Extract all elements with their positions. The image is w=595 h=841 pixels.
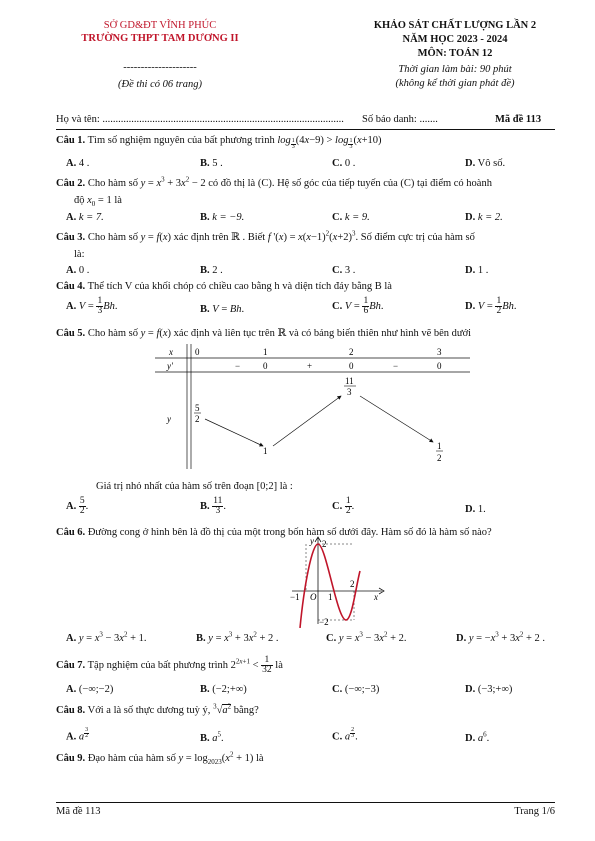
question-3-cont: là: bbox=[74, 249, 85, 260]
q4-option-a[interactable]: A. V = $\frac{1}{3}$ Bh. bbox=[66, 296, 118, 316]
sign-3: + bbox=[307, 361, 313, 371]
q2-option-c[interactable]: C. k = 9. bbox=[332, 212, 370, 223]
q6-option-d[interactable]: D. $y = -x^3 + 3x^2 + 2$ . bbox=[456, 630, 546, 644]
sign-5: − bbox=[393, 361, 399, 371]
exam-year: NĂM HỌC 2023 - 2024 bbox=[402, 34, 508, 45]
q6-option-c[interactable]: C. $y = x^3 - 3x^2 + 2$. bbox=[326, 630, 407, 644]
question-9: Câu 9. Đạo hàm của hàm số $y = \log_{2023}(x^2 + 1)$ là bbox=[56, 750, 264, 767]
q1-option-b[interactable]: B. 5 . bbox=[200, 158, 223, 169]
x-val-1: 1 bbox=[263, 347, 268, 357]
question-6: Câu 6. Đường cong ở hình bên là đồ thị của một trong bốn hàm số dưới đây. Hàm số đó là hàm số nào? bbox=[56, 527, 492, 538]
x-label: x bbox=[169, 347, 173, 357]
graph-x-neg: −1 bbox=[290, 592, 300, 602]
q4-option-d[interactable]: D. V = $\frac{1}{2}$ Bh. bbox=[465, 296, 517, 316]
sign-2: 0 bbox=[263, 361, 268, 371]
sign-6: 0 bbox=[437, 361, 442, 371]
q4-option-b[interactable]: B. V = Bh. bbox=[200, 304, 245, 315]
arrow-up bbox=[273, 396, 341, 446]
q2-option-d[interactable]: D. k = 2. bbox=[465, 212, 503, 223]
sign-1: − bbox=[235, 361, 241, 371]
graph-y-top: 2 bbox=[322, 539, 327, 549]
footer-rule bbox=[56, 802, 555, 803]
arrow-down-1 bbox=[205, 419, 263, 446]
question-4: Câu 4. Thể tích V của khối chóp có chiều cao bằng h và diện tích đáy bằng B là bbox=[56, 281, 392, 292]
question-3: Câu 3. Cho hàm số y = f(x) xác định trên ℝ . Biết f '$(x) = x(x-1)^2(x+2)^3$. Số điểm cực trị của hàm số bbox=[56, 229, 475, 243]
graph-y-bottom: −2 bbox=[319, 617, 329, 627]
yprime-label: y' bbox=[167, 361, 173, 371]
graph-x-axis-label: x bbox=[374, 592, 378, 602]
y-max-num: 11 bbox=[345, 376, 354, 386]
question-1: Câu 1. Tìm số nghiệm nguyên của bất phương trình log $_{\frac{1}{3}}$ (4x−9) > log $_{\frac{1}{3}}$ (x+10) bbox=[56, 135, 382, 150]
q1-option-c[interactable]: C. 0 . bbox=[332, 158, 356, 169]
arrow-down-2 bbox=[360, 396, 433, 442]
pages-note: (Đề thi có 06 trang) bbox=[118, 79, 202, 90]
q5-option-d[interactable]: D. 1. bbox=[465, 504, 486, 515]
school-name: TRƯỜNG THPT TAM DƯƠNG II bbox=[81, 33, 239, 44]
header-dashes: --------------------- bbox=[123, 62, 197, 73]
x-val-2: 2 bbox=[349, 347, 354, 357]
q2-option-a[interactable]: A. k = 7. bbox=[66, 212, 104, 223]
y-end-num: 1 bbox=[437, 441, 442, 451]
q7-option-b[interactable]: B. (−2;+∞) bbox=[200, 684, 247, 695]
sign-4: 0 bbox=[349, 361, 354, 371]
question-5-ask: Giá trị nhỏ nhất của hàm số trên đoạn [0;2] là : bbox=[96, 481, 293, 492]
q7-option-d[interactable]: D. (−3;+∞) bbox=[465, 684, 513, 695]
dept-name: SỞ GD&ĐT VĨNH PHÚC bbox=[103, 20, 217, 31]
q8-option-b[interactable]: B. $a^5$. bbox=[200, 730, 224, 744]
question-2: Câu 2. Cho hàm số $y = x^3 + 3x^2 - 2$ có đồ thị là (C). Hệ số góc của tiếp tuyến của (C) tại điểm có hoành bbox=[56, 175, 492, 189]
q3-option-c[interactable]: C. 3 . bbox=[332, 265, 356, 276]
exam-time-note: (không kể thời gian phát đề) bbox=[395, 78, 515, 89]
exam-time: Thời gian làm bài: 90 phút bbox=[398, 64, 512, 75]
graph-y-axis-label: y bbox=[310, 536, 314, 546]
q8-option-c[interactable]: C. a $^{\frac{2}{3}}$ . bbox=[332, 727, 358, 743]
header-rule bbox=[56, 129, 555, 130]
q1-option-a[interactable]: A. 4 . bbox=[66, 158, 90, 169]
name-field: Họ và tên: ............................................................................................ bbox=[56, 114, 344, 125]
variation-table bbox=[155, 344, 470, 469]
footer-code: Mã đề 113 bbox=[56, 806, 101, 817]
footer-page: Trang 1/6 bbox=[514, 806, 555, 817]
q8-option-d[interactable]: D. $a^6$. bbox=[465, 730, 490, 744]
graph-origin: O bbox=[310, 592, 317, 602]
cubic-graph bbox=[282, 536, 392, 628]
q7-option-a[interactable]: A. (−∞;−2) bbox=[66, 684, 114, 695]
q5-option-a[interactable]: A. $\frac{5}{2}$ . bbox=[66, 496, 89, 516]
exam-code: Mã đề 113 bbox=[495, 114, 542, 125]
q3-option-a[interactable]: A. 0 . bbox=[66, 265, 90, 276]
q7-option-c[interactable]: C. (−∞;−3) bbox=[332, 684, 380, 695]
q1-option-d[interactable]: D. Vô số. bbox=[465, 158, 506, 169]
question-2-cont: độ $x_0 = 1$ là bbox=[74, 195, 122, 209]
graph-x-1: 1 bbox=[328, 592, 333, 602]
q5-option-c[interactable]: C. $\frac{1}{2}$ . bbox=[332, 496, 355, 516]
q6-option-a[interactable]: A. $y = x^3 - 3x^2 + 1$. bbox=[66, 630, 147, 644]
id-field: Số báo danh: ....... bbox=[362, 114, 438, 125]
exam-title: KHẢO SÁT CHẤT LƯỢNG LẦN 2 bbox=[373, 20, 537, 31]
q4-option-c[interactable]: C. V = $\frac{1}{6}$ Bh. bbox=[332, 296, 384, 316]
y-start-den: 2 bbox=[195, 414, 200, 424]
y-end-den: 2 bbox=[437, 453, 442, 463]
y-label: y bbox=[167, 414, 171, 424]
q8-option-a[interactable]: A. a $^{\frac{3}{2}}$ bbox=[66, 727, 89, 743]
q3-option-b[interactable]: B. 2 . bbox=[200, 265, 223, 276]
y-min: 1 bbox=[263, 446, 268, 456]
q6-option-b[interactable]: B. $y = x^3 + 3x^2 + 2$ . bbox=[196, 630, 279, 644]
q3-option-d[interactable]: D. 1 . bbox=[465, 265, 489, 276]
q5-option-b[interactable]: B. $\frac{11}{3}$ . bbox=[200, 496, 227, 516]
q2-option-b[interactable]: B. k = −9. bbox=[200, 212, 245, 223]
y-start-num: 5 bbox=[195, 403, 200, 413]
question-5: Câu 5. Cho hàm số y = f(x) xác định và liên tục trên ℝ và có bảng biến thiên như hình vẽ bên dưới bbox=[56, 328, 472, 339]
question-7: Câu 7. Tập nghiệm của bất phương trình $2^{2x+1}$ < $\frac{1}{32}$ là bbox=[56, 655, 283, 675]
graph-x-2: 2 bbox=[350, 579, 355, 589]
exam-subject: MÔN: TOÁN 12 bbox=[417, 48, 493, 59]
question-8: Câu 8. Với a là số thực dương tuỳ ý, $^3√a^2$ bằng? bbox=[56, 702, 259, 716]
x-val-3: 3 bbox=[437, 347, 442, 357]
y-max-den: 3 bbox=[347, 387, 352, 397]
x-val-0: 0 bbox=[195, 347, 200, 357]
